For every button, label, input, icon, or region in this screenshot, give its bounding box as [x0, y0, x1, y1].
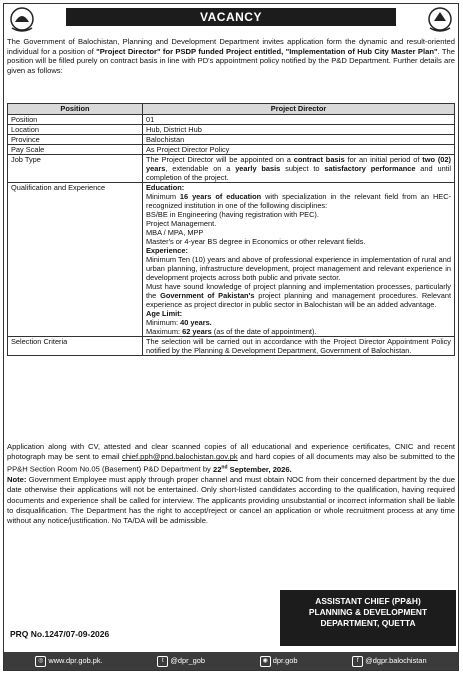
header [4, 4, 458, 36]
note-paragraph: Note: Government Employee must apply through proper channel and must obtain NOC from their concerned department by the due date otherwise their applications will not be entertained. Only short-listed candidates according to the qualification, having required documents and experience shall be called for interview. The applicants providing unsubstantial or incorrect information shall be liable to disqualification. The Department has the right to accept/reject or cancel an application or whole recruitment process at any time without any notice/justification. No TA/DA will be admissible. [7, 475, 455, 525]
age-limit-heading: Age Limit: [146, 309, 183, 318]
vacancy-details-table [7, 103, 455, 356]
list-item: MBA / MPA, MPP [146, 228, 204, 237]
job-type-row: Job Type The Project Director will be appointed on a contract basis for an initial period of two (02) years, extendable on a yearly basis subject to satisfactory performance and until completion of the project. [8, 155, 455, 183]
table-row: Position 01 [8, 115, 455, 125]
vacancy-advertisement [3, 3, 459, 671]
column-header-position: Position [8, 104, 143, 115]
intro-paragraph: The Government of Balochistan, Planning and Development Department invites application form the dynamic and result-oriented individual for a position of "Project Director" for PSDP funded Project entitled, "Implementation of Hub City Master Plan". The position will be filled purely on contract basis in line with PD's appointment policy notified by the P&D Department. Further details are given as follows: [7, 37, 455, 75]
qualification-description [143, 183, 455, 337]
apply-paragraph: Application along with CV, attested and clear scanned copies of all educational and experience certificates, CNIC and recent photograph may be sent to email chief.pph@pnd.balochistan.gov.pk and hard copies of all documents may also be submitted to the PP&H Section Room No.05 (Basement) P&D Department by 22nd September, 2026. [7, 442, 456, 474]
list-item: BS/BE in Engineering (having registration with PEC). [146, 210, 319, 219]
table-row: Location Hub, District Hub [8, 125, 455, 135]
job-type-description: The Project Director will be appointed on a contract basis for an initial period of two (02) years, extendable on a yearly basis subject to satisfactory performance and until completion of the project. [143, 155, 455, 183]
globe-icon: ◎ [35, 656, 46, 667]
email-link[interactable]: chief.pph@pnd.balochistan.gov.pk [122, 452, 238, 462]
balochistan-emblem-left-icon [7, 6, 37, 34]
education-text: Minimum 16 years of education with specialization in the relevant field from an HEC-recognized institution in one of the following disciplines: [146, 192, 452, 210]
table-header-row [8, 104, 455, 115]
age-minimum: Minimum: 40 years. [146, 318, 212, 327]
experience-text-1: Minimum Ten (10) years and above of professional experience in implementation of rural and urban planning, infrastructure development, project management and relevant experience in development projects across both public and private sector. [146, 255, 451, 282]
list-item: Project Management. [146, 219, 217, 228]
list-item: Master's or 4-year BS degree in Economics or other relevant fields. [146, 237, 366, 246]
signature-block: ASSISTANT CHIEF (PP&H) PLANNING & DEVELOPMENT DEPARTMENT, QUETTA [280, 590, 456, 646]
instagram-link[interactable]: ◉ dpr.gob [260, 652, 298, 670]
twitter-icon: t [157, 656, 168, 667]
project-title: "Project Director" for PSDP funded Project entitled, "Implementation of Hub City Master Plan" [96, 46, 438, 56]
instagram-icon: ◉ [260, 656, 271, 667]
experience-text-2: Must have sound knowledge of project planning and implementation processes, particularly the Government of Pakistan's project planning and management procedures. Relevant experience as project director in public sector in Balochistan will be an added advantage. [146, 282, 452, 309]
facebook-link[interactable]: f @dgpr.balochistan [352, 652, 426, 670]
table-row: Province Balochistan [8, 135, 455, 145]
column-header-project-director: Project Director [143, 104, 455, 115]
age-maximum: Maximum: 62 years (as of the date of appointment). [146, 327, 317, 336]
education-heading: Education: [146, 183, 185, 192]
selection-criteria-row: Selection Criteria The selection will be carried out in accordance with the Project Director Appointment Policy notified by the Planning & Development Department, Government of Balochistan. [8, 337, 455, 356]
qualification-row: Qualification and Experience Education: Minimum 16 years of education with specialization in the relevant field from an HEC-recognized institution in one of the following disciplines: BS/BE in Engineering (having registration with PEC). Project Management. MBA / MPA, MPP Master's or 4-year BS degree in Economics or other relevant fields. Experience: Minimum Ten (10) years and above of professional experience in implementation of rural and urban planning, infrastructure development, project management and relevant experience in development projects across both public and private sector. Must have sound knowledge of project planning and implementation processes, particularly the Government of Pakistan's project planning and management procedures. Relevant experience as project director in public sector in Balochistan will be an added advantage. Age Limit: Minimum: 40 years. Maximum: 62 years (as of the date of appointment). [8, 183, 455, 337]
application-instructions [7, 442, 455, 526]
experience-heading: Experience: [146, 246, 188, 255]
prq-number: PRQ No.1247/07-09-2026 [10, 629, 110, 639]
website-link[interactable]: ◎ www.dpr.gob.pk. [35, 652, 102, 670]
twitter-link[interactable]: t @dpr_gob [157, 652, 205, 670]
vacancy-title: VACANCY [66, 8, 396, 26]
facebook-icon: f [352, 656, 363, 667]
social-footer-bar [4, 652, 458, 670]
balochistan-emblem-right-icon [425, 6, 455, 34]
table-row: Pay Scale As Project Director Policy [8, 145, 455, 155]
